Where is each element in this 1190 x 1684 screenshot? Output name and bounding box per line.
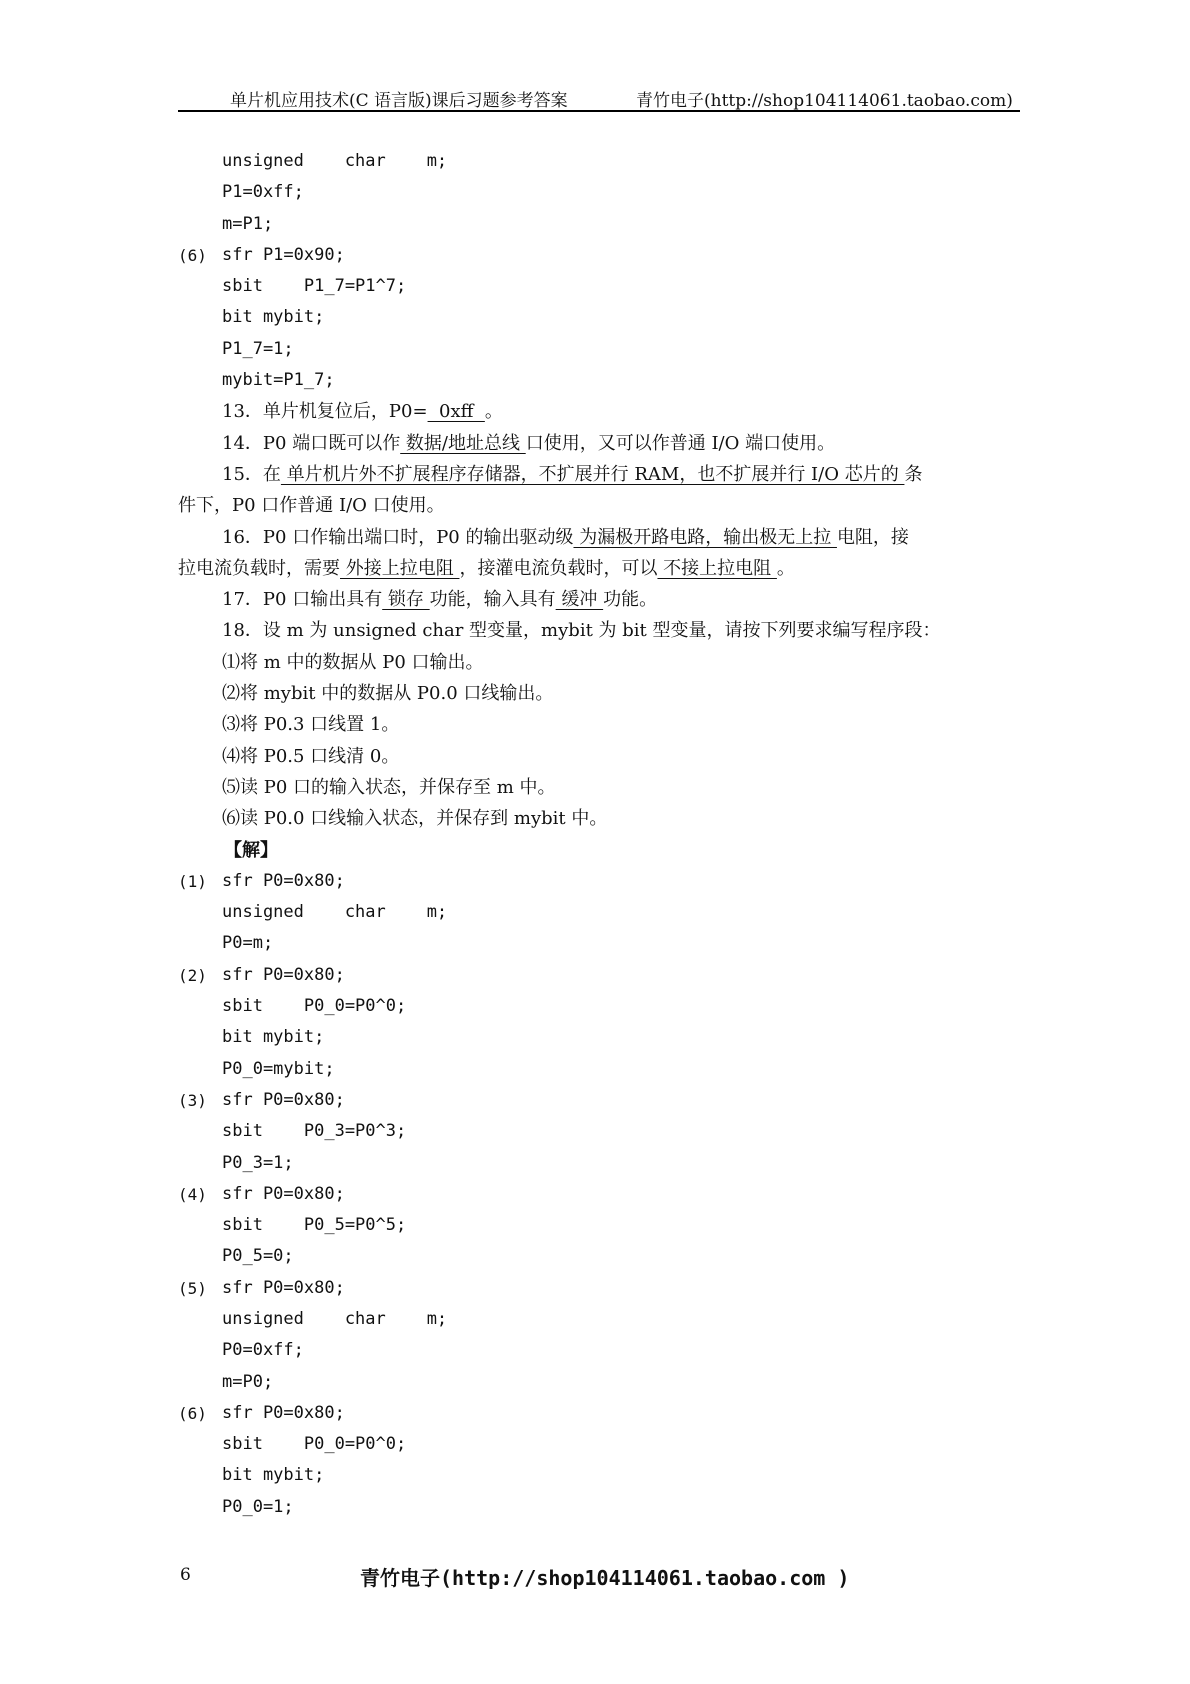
code-line — [178, 1116, 1028, 1147]
line-text: P0_5=0; — [222, 1246, 294, 1267]
code-line — [178, 928, 1028, 959]
item-number: (4) — [178, 1184, 207, 1204]
code-line — [178, 991, 1028, 1022]
line-text: m=P1; — [222, 213, 274, 234]
text-segment: ⑴将 m 中的数据从 P0 口输出。 — [222, 651, 484, 673]
code-line — [178, 897, 1028, 928]
header-shop: 青竹电子(http://shop104114061.taobao.com) — [636, 91, 1013, 111]
text-segment: 16．P0 口作输出端口时，P0 的输出驱动级 — [222, 526, 574, 548]
text-segment: ⑹读 P0.0 口线输入状态，并保存到 mybit 中。 — [222, 808, 608, 830]
line-text: P0=m; — [222, 933, 274, 954]
text-segment: 口使用，又可以作普通 I/O 端口使用。 — [525, 432, 836, 454]
answer-blank: 为漏极开路电路，输出极无上拉 — [573, 526, 837, 548]
code-line — [178, 1273, 1028, 1304]
text-line — [178, 615, 1028, 646]
text-segment: 功能。 — [603, 589, 658, 611]
text-segment: 电阻，接 — [836, 526, 909, 548]
line-text: m=P0; — [222, 1371, 274, 1392]
text-line — [178, 584, 1028, 615]
code-line — [178, 302, 1028, 333]
line-text: unsigned char m; — [222, 1308, 448, 1329]
text-segment: 。 — [484, 401, 503, 423]
code-line — [178, 1335, 1028, 1366]
line-text: P0_0=1; — [222, 1496, 294, 1517]
code-line — [178, 1210, 1028, 1241]
text-line — [178, 709, 1028, 740]
text-line — [178, 678, 1028, 709]
answer-blank: 0xff — [427, 401, 485, 423]
code-line — [178, 1148, 1028, 1179]
answer-blank: 锁存 — [382, 589, 430, 611]
text-line — [178, 553, 1028, 584]
text-segment: ，接灌电流负载时，可以 — [459, 557, 658, 579]
code-line — [178, 960, 1028, 991]
line-text: sbit P0_0=P0^0; — [222, 1434, 407, 1455]
line-text: P0_3=1; — [222, 1152, 294, 1173]
page-number: 6 — [180, 1565, 191, 1585]
code-line — [178, 209, 1028, 240]
line-text: 【解】 — [224, 839, 278, 861]
page-header — [178, 82, 1020, 112]
code-line — [178, 1179, 1028, 1210]
text-segment: 功能，输入具有 — [429, 589, 556, 611]
code-line — [178, 365, 1028, 396]
text-segment: ⑶将 P0.3 口线置 1。 — [222, 714, 400, 736]
text-line — [178, 803, 1028, 834]
item-number: (1) — [178, 871, 207, 891]
line-text: sbit P0_3=P0^3; — [222, 1121, 407, 1142]
line-text: P1=0xff; — [222, 182, 304, 203]
item-number: (3) — [178, 1090, 207, 1110]
text-segment: 15．在 — [222, 463, 281, 485]
code-line — [178, 1085, 1028, 1116]
text-segment: 14．P0 端口既可以作 — [222, 432, 401, 454]
code-line — [178, 146, 1028, 177]
answer-blank: 缓冲 — [555, 589, 604, 611]
code-line — [178, 866, 1028, 897]
text-line — [178, 396, 1028, 427]
text-line — [178, 428, 1028, 459]
code-line — [178, 271, 1028, 302]
item-number: (6) — [178, 245, 207, 265]
header-rule — [178, 110, 1020, 112]
line-text: bit mybit; — [222, 307, 325, 328]
line-text: sfr P0=0x80; — [222, 1402, 345, 1423]
code-line — [178, 334, 1028, 365]
text-segment: ⑸读 P0 口的输入状态，并保存至 m 中。 — [222, 776, 556, 798]
code-line — [178, 240, 1028, 271]
line-text: sbit P0_5=P0^5; — [222, 1215, 407, 1236]
line-text: bit mybit; — [222, 1465, 325, 1486]
line-text: sfr P0=0x80; — [222, 964, 345, 985]
text-segment: 。 — [776, 557, 795, 579]
line-text: sfr P0=0x80; — [222, 1183, 345, 1204]
line-text: P0=0xff; — [222, 1340, 304, 1361]
text-segment: ⑷将 P0.5 口线清 0。 — [222, 745, 400, 767]
text-segment: 条 — [904, 463, 923, 485]
line-text: sbit P1_7=P1^7; — [222, 276, 407, 297]
document-body — [178, 146, 1028, 1523]
line-text: sbit P0_0=P0^0; — [222, 996, 407, 1017]
text-segment: 18．设 m 为 unsigned char 型变量，mybit 为 bit 型变量，请按下列要求编写程序段： — [222, 620, 941, 642]
code-line — [178, 1429, 1028, 1460]
text-line — [178, 459, 1028, 490]
code-line — [178, 1022, 1028, 1053]
header-title: 单片机应用技术(C 语言版)课后习题参考答案 — [230, 91, 568, 111]
code-line — [178, 1460, 1028, 1491]
answer-heading — [178, 835, 1028, 866]
text-segment: 17．P0 口输出具有 — [222, 589, 383, 611]
line-text: sfr P0=0x80; — [222, 870, 345, 891]
code-line — [178, 1304, 1028, 1335]
item-number: (2) — [178, 965, 207, 985]
text-line — [178, 741, 1028, 772]
line-text: unsigned char m; — [222, 151, 448, 171]
code-line — [178, 1398, 1028, 1429]
footer-shop: 青竹电子(http://shop104114061.taobao.com ) — [360, 1566, 850, 1590]
line-text: sfr P0=0x80; — [222, 1277, 345, 1298]
line-text: unsigned char m; — [222, 902, 448, 923]
item-number: (6) — [178, 1403, 207, 1423]
line-text: P0_0=mybit; — [222, 1058, 335, 1079]
line-text: mybit=P1_7; — [222, 370, 335, 391]
line-text: P1_7=1; — [222, 338, 294, 359]
line-text: bit mybit; — [222, 1027, 325, 1048]
text-segment: 13．单片机复位后，P0= — [222, 401, 428, 423]
text-line — [178, 772, 1028, 803]
line-text: sfr P0=0x80; — [222, 1089, 345, 1110]
text-segment: 件下，P0 口作普通 I/O 口使用。 — [178, 495, 445, 517]
text-line — [178, 647, 1028, 678]
answer-blank: 外接上拉电阻 — [340, 557, 460, 579]
text-line — [178, 490, 1028, 521]
text-segment: ⑵将 mybit 中的数据从 P0.0 口线输出。 — [222, 683, 554, 705]
item-number: (5) — [178, 1278, 207, 1298]
code-line — [178, 1492, 1028, 1523]
text-line — [178, 522, 1028, 553]
answer-blank: 单片机片外不扩展程序存储器，不扩展并行 RAM，也不扩展并行 I/O 芯片的 — [280, 463, 905, 485]
answer-blank: 数据/地址总线 — [400, 432, 526, 454]
line-text: sfr P1=0x90; — [222, 244, 345, 265]
code-line — [178, 177, 1028, 208]
code-line — [178, 1367, 1028, 1398]
code-line — [178, 1054, 1028, 1085]
answer-blank: 不接上拉电阻 — [657, 557, 777, 579]
text-segment: 拉电流负载时，需要 — [178, 557, 340, 579]
code-line — [178, 1241, 1028, 1272]
